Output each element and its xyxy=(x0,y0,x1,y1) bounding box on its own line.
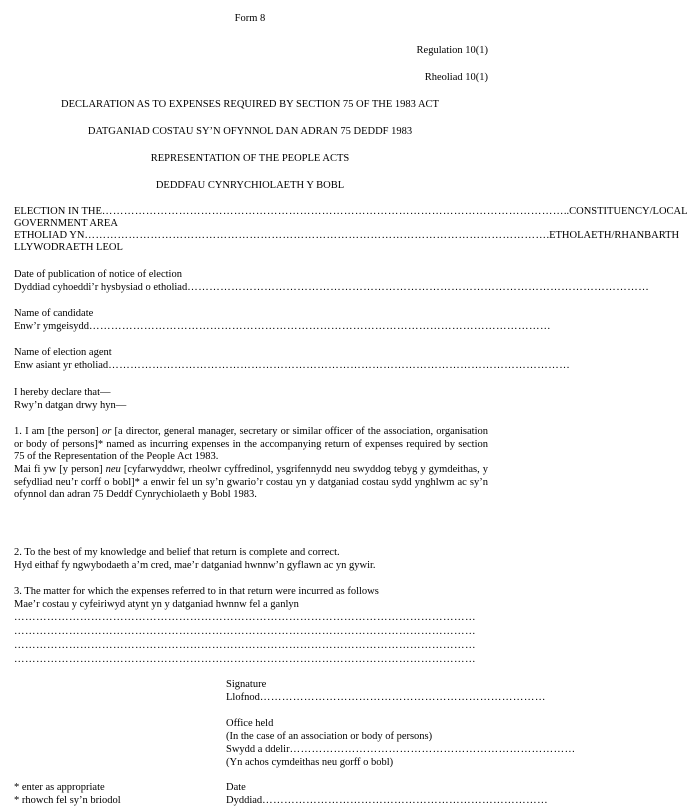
paragraph-3-en: 3. The matter for which the expenses referred to in that return were incurred as follows xyxy=(14,586,379,597)
office-field[interactable] xyxy=(226,744,576,757)
paragraph-2-cy: Hyd eithaf fy ngwybodaeth a’m cred, mae’r datganiad hwnnw’n gyflawn ac yn gywir. xyxy=(14,560,376,571)
publication-date-label-en: Date of publication of notice of election xyxy=(14,269,182,280)
date-label-cy: Dyddiad xyxy=(226,795,263,806)
expenses-matter-dots-3: ……………………………………………………………………………………………………………… xyxy=(14,640,476,651)
declare-en: I hereby declare that— xyxy=(14,387,111,398)
election-area-en-suffix: ..CONSTITUENCY/LOCAL xyxy=(563,206,688,217)
signature-dots: …………………………………………………………………… xyxy=(259,692,546,703)
candidate-name-dots: ……………………………………………………………………………………………………………… xyxy=(88,321,551,332)
paragraph-3-cy: Mae’r costau y cyfeiriwyd atynt yn y datganiad hwnnw fel a ganlyn xyxy=(14,599,299,610)
paragraph-1-cy-start: Mai fi yw [y person] xyxy=(14,464,106,475)
office-note-cy: (Yn achos cymdeithas neu gorff o bobl) xyxy=(226,757,394,768)
date-label-en: Date xyxy=(226,782,246,793)
agent-name-dots: ……………………………………………………………………………………………………………… xyxy=(108,360,571,371)
agent-label-en: Name of election agent xyxy=(14,347,112,358)
paragraph-1-en xyxy=(14,426,488,464)
subheading-en: REPRESENTATION OF THE PEOPLE ACTS xyxy=(150,153,350,164)
expenses-matter-dots-1: ……………………………………………………………………………………………………………… xyxy=(14,612,476,623)
heading-cy: DATGANIAD COSTAU SY’N OFYNNOL DAN ADRAN 75 DEDDF 1983 xyxy=(87,126,413,137)
election-area-cy-field[interactable] xyxy=(14,230,680,243)
date-field[interactable] xyxy=(226,795,549,808)
declare-cy: Rwy’n datgan drwy hyn— xyxy=(14,400,127,411)
agent-name-field[interactable] xyxy=(14,360,571,373)
paragraph-1-cy xyxy=(14,464,488,502)
expenses-matter-line-2[interactable] xyxy=(14,626,476,639)
candidate-label-en: Name of candidate xyxy=(14,308,94,319)
candidate-label-cy: Enw’r ymgeisydd xyxy=(14,321,89,332)
footnote-en: * enter as appropriate xyxy=(14,782,105,793)
paragraph-1-en-or: or xyxy=(101,426,112,437)
footnote-cy: * rhowch fel sy’n briodol xyxy=(14,795,121,806)
election-area-en-cont: GOVERNMENT AREA xyxy=(14,218,118,229)
regulation-en: Regulation 10(1) xyxy=(416,45,488,56)
office-note-en: (In the case of an association or body of persons) xyxy=(226,731,433,742)
publication-date-label-cy: Dyddiad cyhoeddi’r hysbysiad o etholiad xyxy=(14,282,188,293)
subheading-cy: DEDDFAU CYNRYCHIOLAETH Y BOBL xyxy=(155,180,345,191)
election-area-en-dots: ……………………………………………………………………………………………………………… xyxy=(101,206,564,217)
agent-label-cy: Enw asiant yr etholiad xyxy=(14,360,109,371)
publication-date-dots: ……………………………………………………………………………………………………………… xyxy=(187,282,650,293)
election-area-cy-label: ETHOLIAD YN xyxy=(14,230,85,241)
regulation-cy: Rheoliad 10(1) xyxy=(424,72,488,83)
expenses-matter-dots-2: ……………………………………………………………………………………………………………… xyxy=(14,626,476,637)
signature-field[interactable] xyxy=(226,692,546,705)
paragraph-2-en: 2. To the best of my knowledge and belief that return is complete and correct. xyxy=(14,547,340,558)
candidate-name-field[interactable] xyxy=(14,321,551,334)
expenses-matter-dots-4: ……………………………………………………………………………………………………………… xyxy=(14,654,476,665)
expenses-matter-line-3[interactable] xyxy=(14,640,476,653)
election-area-en-field[interactable] xyxy=(14,206,688,219)
expenses-matter-line-1[interactable] xyxy=(14,612,476,625)
expenses-matter-line-4[interactable] xyxy=(14,654,476,667)
form-title: Form 8 xyxy=(234,13,266,24)
publication-date-field[interactable] xyxy=(14,282,650,295)
election-area-cy-dots: ……………………………………………………………………………………………………………… xyxy=(84,230,547,241)
paragraph-1-en-start: 1. I am [the person] xyxy=(14,426,102,437)
election-area-en-label: ELECTION IN THE xyxy=(14,206,102,217)
date-dots: …………………………………………………………………… xyxy=(262,795,549,806)
election-area-cy-cont: LLYWODRAETH LEOL xyxy=(14,242,123,253)
signature-label-en: Signature xyxy=(226,679,267,690)
paragraph-1-cy-rest: [cyfarwyddwr, rheolwr cyffredinol, ysgrifennydd neu swyddog tebyg y gymdeithas, y sefydliad neu’r corff o bobl]* a enwir fel un sy’n gwario’r costau yn y datganiad costau sydd ynghlwm ac sy’n ofynnol dan adran 75 Deddf Cynrychiolaeth y Bobl 1983. xyxy=(14,464,488,500)
election-area-cy-suffix: .ETHOLAETH/RHANBARTH xyxy=(546,230,680,241)
office-dots: …………………………………………………………………… xyxy=(289,744,576,755)
office-label-en: Office held xyxy=(226,718,274,729)
heading-en: DECLARATION AS TO EXPENSES REQUIRED BY SECTION 75 OF THE 1983 ACT xyxy=(61,99,439,110)
signature-label-cy: Llofnod xyxy=(226,692,260,703)
paragraph-1-cy-or: neu xyxy=(105,464,121,475)
office-label-cy: Swydd a ddelir xyxy=(226,744,290,755)
paragraph-1-en-rest: [a director, general manager, secretary or similar officer of the association, organisation or body of persons]* named as incurring expenses in the accompanying return of expenses required by section 75 of the Representation of the People Act 1983. xyxy=(14,426,488,462)
